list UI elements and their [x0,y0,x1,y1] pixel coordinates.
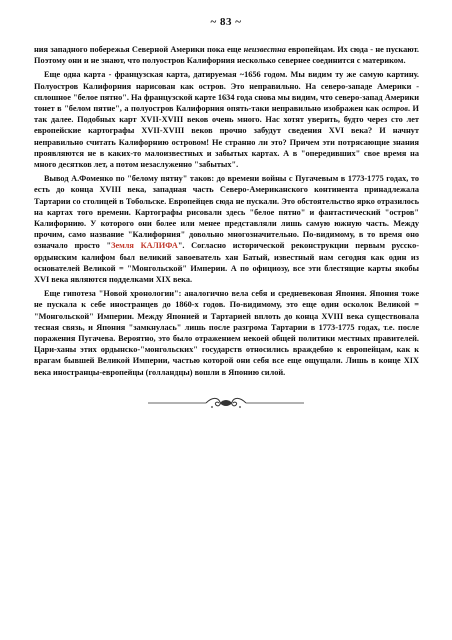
paragraph-3-highlight: Земля КАЛИФА [111,241,178,251]
paragraph-1-text-b: европейцам. Их сюда - не пускают. Поэтому они и не знают, что полуостров Калифорния несколько севернее соединится с материком. [34,45,419,66]
paragraph-1-text-a: ния западного побережья Северной Америки пока еще [34,45,244,54]
paragraph-4 [34,288,419,378]
paragraph-2 [34,69,419,170]
paragraph-2-italic: остров [381,104,408,114]
body-text [34,44,419,381]
paragraph-1-italic: неизвестна [243,45,286,54]
paragraph-2-text-b: . И так далее. Подобных карт XVII-XVIII веков очень много. Нас хотят уверить, будто через сто лет европейские картографы XVII-XVIII веков прочно забудут сведения XVI века? И начнут неправильно считать Калифорнию островом! Не странно ли это? Причем эти потрясающие знания проявляются не в каких-то малоизвестных и забытых картах. А в "опередивших" свое время на много десятков лет, а потом незаслуженно "забытых". [34,104,419,170]
paragraph-2-text-a: Еще одна карта - французская карта, датируемая ~1656 годом. Мы видим ту же самую картину. Полуостров Калифорния нарисован как остров. Это неправильно. На северо-западе Америки - сплошное "белое пятно". На французской карте 1634 года снова мы видим, что северо-запад Америки тонет в "белом пятне", а полуостров Калифорния опять-таки неправильно изображен как [34,70,419,114]
paragraph-1 [34,44,419,66]
paragraph-3 [34,173,419,285]
paragraph-3-text-a: Вывод А.Фоменко по "белому пятну" таков: до времени войны с Пугачевым в 1773-1775 годах, то есть до конца XVIII века, западная часть Северо-Американского континента принадлежала Тартарии со столицей в Тобольске. Европейцев сюда не пускали. Это обстоятельство ярко отразилось на картах того времени. Картографы рисовали здесь "белое пятно" и фантастический "остров" Калифорнию. У которого они более или менее представляли лишь самую южную часть. Между прочим, само название "Калифорния" довольно многозначительно. По-видимому, в то время оно означало просто " [34,174,419,251]
decorative-flourish-divider-icon [148,396,304,410]
paragraph-4-text: Еще гипотеза "Новой хронологии": аналогично вела себя и средневековая Япония. Япония тоже не пускала к себе иностранцев до 1860-х годов. По-видимому, это еще один осколок Великой = "Монгольской" Империи. Между Японией и Тартарией вплоть до конца XVIII века существовала тесная связь, и Япония "замкнулась" лишь после разгрома Тартарии в 1773-1775 годах, т.е. после поражения Пугачева. Вероятно, это было отражением некоей общей политики местных правителей. Цари-ханы этих ордынско-"монгольских" государств относились враждебно к европейцам, как к врагам бывшей Великой Империи, частью которой они себя все еще ощущали. Лишь в конце XIX века иностранцы-европейцы (голландцы) вошли в Японию силой. [34,289,419,377]
paragraph-3-text-b: ". Согласно исторической реконструкции первым русско-ордынским калифом был великий завоеватель хан Батый, известный нам сегодня как один из основателей Великой = "Монгольской" Империи. А по официозу, все эти блестящие карты якобы XVI века являются подделками XIX века. [34,241,420,285]
page-number: ~ 83 ~ [210,16,242,28]
